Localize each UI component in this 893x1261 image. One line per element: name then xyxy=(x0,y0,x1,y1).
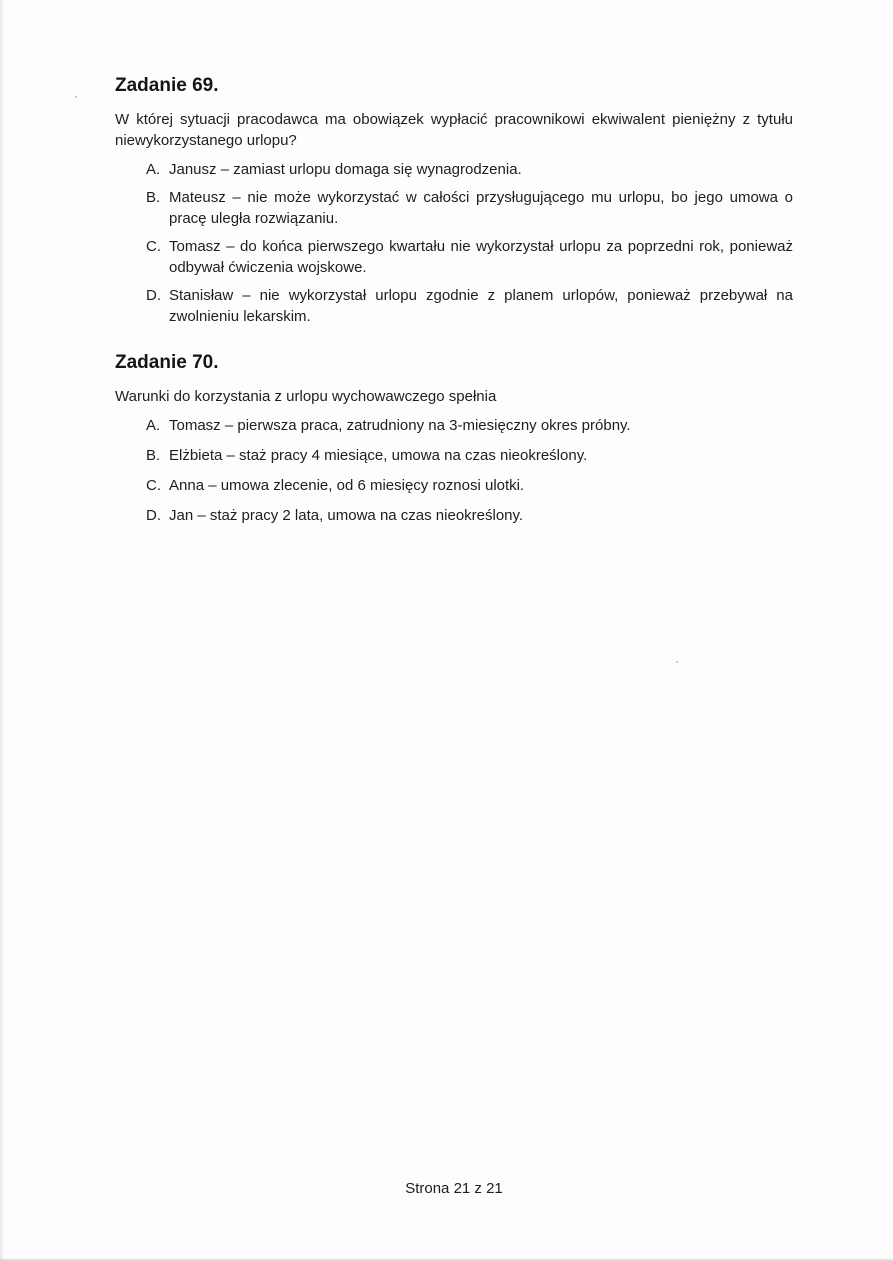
answer-letter: D. xyxy=(146,507,161,524)
answer-option-c xyxy=(115,236,793,278)
task-69 xyxy=(115,75,793,334)
answer-option-b xyxy=(115,187,793,229)
answer-text: Jan – staż pracy 2 lata, umowa na czas nieokreślony. xyxy=(169,507,524,524)
answer-text: Stanisław – nie wykorzystał urlopu zgodnie z planem urlopów, ponieważ przebywał na zwolnieniu lekarskim. xyxy=(169,287,793,325)
answer-option-c xyxy=(115,475,793,496)
answer-list xyxy=(115,159,793,327)
answer-letter: C. xyxy=(146,238,161,255)
scan-speck xyxy=(75,96,77,98)
answer-letter: C. xyxy=(146,477,161,494)
answer-text: Mateusz – nie może wykorzystać w całości przysługującego mu urlopu, bo jego umowa o pracę uległa rozwiązaniu. xyxy=(169,189,793,227)
answer-option-d xyxy=(115,505,793,526)
task-title: Zadanie 69. xyxy=(115,75,219,96)
task-70 xyxy=(115,352,793,535)
answer-option-a xyxy=(115,159,793,180)
answer-letter: D. xyxy=(146,287,161,304)
answer-option-a xyxy=(115,415,793,436)
answer-list xyxy=(115,415,793,526)
answer-letter: B. xyxy=(146,447,161,464)
answer-letter: B. xyxy=(146,189,161,206)
answer-letter: A. xyxy=(146,417,161,434)
scan-speck xyxy=(676,661,678,663)
answer-text: Tomasz – do końca pierwszego kwartału nie wykorzystał urlopu za poprzedni rok, ponieważ odbywał ćwiczenia wojskowe. xyxy=(169,238,793,276)
answer-text: Anna – umowa zlecenie, od 6 miesięcy roznosi ulotki. xyxy=(169,477,525,494)
answer-text: Elżbieta – staż pracy 4 miesiące, umowa na czas nieokreślony. xyxy=(169,447,588,464)
page-number: Strona 21 z 21 xyxy=(405,1180,503,1197)
answer-text: Janusz – zamiast urlopu domaga się wynagrodzenia. xyxy=(169,161,522,178)
task-title: Zadanie 70. xyxy=(115,352,219,373)
answer-letter: A. xyxy=(146,161,161,178)
task-question: W której sytuacji pracodawca ma obowiązek wypłacić pracownikowi ekwiwalent pieniężny z tytułu niewykorzystanego urlopu? xyxy=(115,111,793,149)
answer-option-d xyxy=(115,285,793,327)
scan-edge-left xyxy=(0,0,4,1261)
task-question: Warunki do korzystania z urlopu wychowawczego spełnia xyxy=(115,388,497,405)
answer-option-b xyxy=(115,445,793,466)
answer-text: Tomasz – pierwsza praca, zatrudniony na 3-miesięczny okres próbny. xyxy=(169,417,631,434)
